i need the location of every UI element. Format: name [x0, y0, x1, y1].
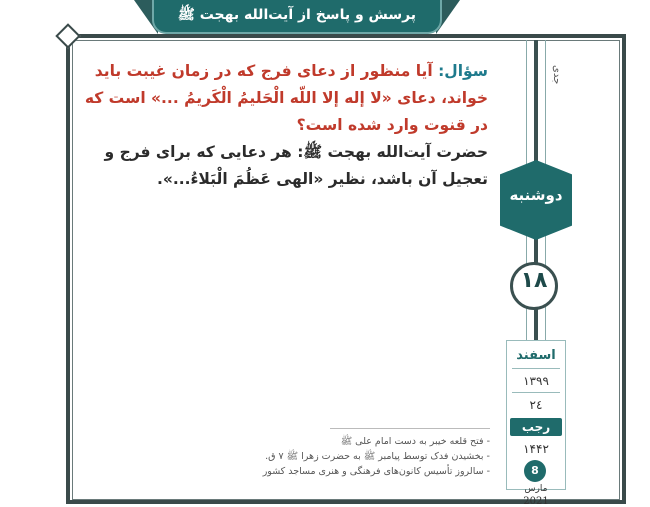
date-separator: [512, 392, 560, 393]
answer-block: [82, 139, 488, 193]
day-number: ۱۸: [520, 268, 548, 293]
gregorian-month: مارس: [524, 484, 548, 494]
gregorian-day: 8: [524, 460, 546, 482]
answer-text: هر دعایی که برای فرج و تعجیل آن باشد، نظیر «الهی عَظُمَ الْبَلاءُ...».: [104, 143, 488, 188]
question-text: آیا منظور از دعای فرج که در زمان غیبت باید خواند، دعای «لا إله إلا اللّه الْحَلیمُ الْکَریمُ ...» است که در قنوت وارد شده است؟: [84, 62, 488, 134]
gregorian-year: 2021: [523, 496, 549, 507]
page-title: پرسش و پاسخ از آیت‌الله بهجت ﷺ: [177, 7, 417, 23]
persian-year: ۱۳۹۹: [523, 374, 549, 388]
calendar-sidebar: [498, 40, 574, 507]
event-item: - فتح قلعه خیبر به دست امام علی ﷺ: [340, 436, 490, 447]
hijri-year: ۱۴۴۲: [523, 442, 549, 456]
events-divider: [330, 428, 490, 429]
events-list: [210, 434, 490, 479]
question-block: [82, 58, 488, 139]
date-separator: [512, 368, 560, 369]
persian-month: اسفند: [516, 348, 556, 363]
day-name: دوشنبه: [509, 186, 563, 204]
question-label: سؤال:: [438, 62, 488, 80]
qa-content: [82, 58, 488, 193]
event-item: - بخشیدن فدک توسط پیامبر ﷺ به حضرت زهرا ﷺ ۷ ق.: [265, 451, 490, 462]
month-side-label: جدی: [551, 65, 562, 85]
hijri-month: رجب: [510, 418, 562, 436]
hijri-day: ۲٤: [529, 398, 543, 412]
answer-speaker: حضرت آیت‌الله بهجت ﷺ:: [297, 143, 488, 161]
event-item: - سالروز تأسیس کانون‌های فرهنگی و هنری مساجد کشور: [262, 466, 490, 477]
